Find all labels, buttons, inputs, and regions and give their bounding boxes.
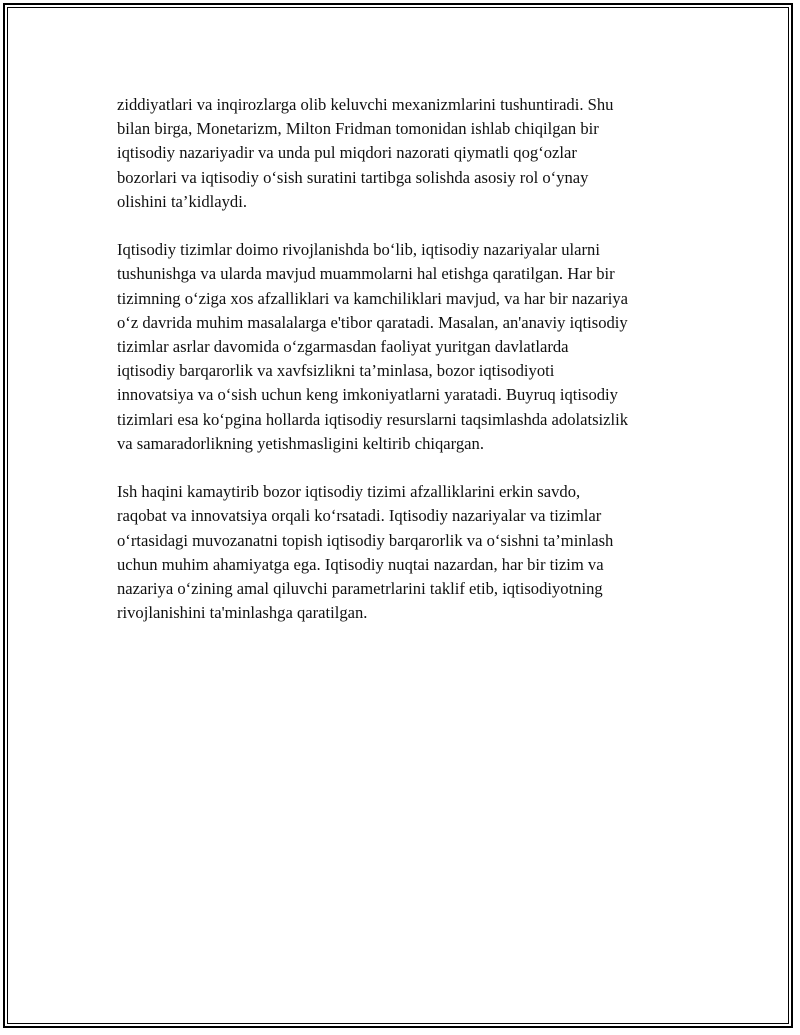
- text-line: o‘z davrida muhim masalalarga e'tibor qaratadi. Masalan, an'anaviy iqtisodiy: [117, 312, 628, 332]
- text-line: ziddiyatlari va inqirozlarga olib keluvchi mexanizmlarini tushuntiradi. Shu: [117, 95, 614, 114]
- text-line: bilan birga, Monetarizm, Milton Fridman tomonidan ishlab chiqilgan bir: [117, 119, 599, 139]
- paragraph-3: [117, 480, 697, 625]
- text-line: tizimning o‘ziga xos afzalliklari va kamchiliklari mavjud, va har bir nazariya: [117, 288, 628, 308]
- text-line: innovatsiya va o‘sish uchun keng imkoniyatlarni yaratadi. Buyruq iqtisodiy: [117, 385, 618, 405]
- text-line: tizimlar asrlar davomida o‘zgarmasdan faoliyat yuritgan davlatlarda: [117, 337, 569, 357]
- text-line: iqtisodiy nazariyadir va unda pul miqdori nazorati qiymatli qog‘ozlar: [117, 143, 577, 163]
- text-line: iqtisodiy barqarorlik va xavfsizlikni ta’minlasa, bozor iqtisodiyoti: [117, 361, 555, 381]
- text-line: o‘rtasidagi muvozanatni topish iqtisodiy barqarorlik va o‘sishni ta’minlash: [117, 530, 614, 550]
- text-line: uchun muhim ahamiyatga ega. Iqtisodiy nuqtai nazardan, har bir tizim va: [117, 554, 604, 574]
- text-line: tushunishga va ularda mavjud muammolarni hal etishga qaratilgan. Har bir: [117, 264, 615, 284]
- text-line: rivojlanishini ta'minlashga qaratilgan.: [117, 603, 368, 623]
- paragraph-2: [117, 238, 697, 456]
- text-line: olishini ta’kidlaydi.: [117, 191, 247, 211]
- document-body: [117, 93, 697, 650]
- text-line: Iqtisodiy tizimlar doimo rivojlanishda bo‘lib, iqtisodiy nazariyalar ularni: [117, 240, 600, 260]
- text-line: bozorlari va iqtisodiy o‘sish suratini tartibga solishda asosiy rol o‘ynay: [117, 167, 589, 187]
- text-line: tizimlari esa ko‘pgina hollarda iqtisodiy resurslarni taqsimlashda adolatsizlik: [117, 409, 629, 429]
- text-line: va samaradorlikning yetishmasligini keltirib chiqargan.: [117, 433, 484, 453]
- paragraph-1: [117, 93, 697, 214]
- text-line: nazariya o‘zining amal qiluvchi parametrlarini taklif etib, iqtisodiyotning: [117, 579, 603, 599]
- text-line: Ish haqini kamaytirib bozor iqtisodiy tizimi afzalliklarini erkin savdo,: [117, 482, 581, 502]
- text-line: raqobat va innovatsiya orqali ko‘rsatadi. Iqtisodiy nazariyalar va tizimlar: [117, 506, 602, 526]
